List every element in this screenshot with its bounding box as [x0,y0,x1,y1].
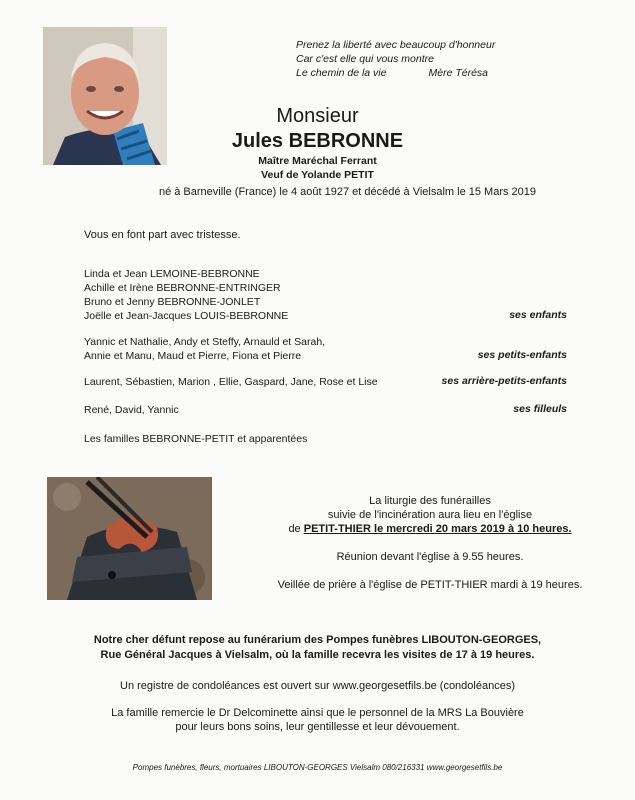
deceased-title: Maître Maréchal Ferrant [258,155,377,167]
salutation: Monsieur [276,105,359,127]
funeral-place: PETIT-THIER [303,523,371,535]
list-item: Joëlle et Jean-Jacques LOUIS-BEBRONNE [84,310,289,322]
thanks-line-2: pour leurs bons soins, leur gentillesse et leur dévouement. [175,721,460,733]
vigil-line: Veillée de prière à l'église de PETIT-THIER mardi à 19 heures. [277,579,583,591]
quote-line-1: Prenez la liberté avec beaucoup d'honneur [296,39,496,51]
funeral-date-line: de PETIT-THIER le mercredi 20 mars 2019 à 10 heures. [288,523,572,535]
funeral-line-1: La liturgie des funérailles [369,495,491,507]
quote-line-3: Le chemin de la vie Mère Térésa [296,67,489,79]
funeral-home-line-1: Notre cher défunt repose au funérarium des Pompes funèbres LIBOUTON-GEORGES, [93,634,542,646]
quote-line-2: Car c'est elle qui vous montre [296,53,434,65]
intro-text: Vous en font part avec tristesse. [84,229,241,241]
widower-line: Veuf de Yolande PETIT [261,169,374,181]
funeral-home-line-2: Rue Général Jacques à Vielsalm, où la famille recevra les visites de 17 à 19 heures. [100,649,535,661]
quote-author: Mère Térésa [428,67,489,79]
list-item: Bruno et Jenny BEBRONNE-JONLET [84,296,261,308]
godchildren-list: René, David, Yannic [84,404,179,416]
list-item: Linda et Jean LEMOINE-BEBRONNE [84,268,260,280]
forge-photo [47,477,212,600]
godchildren-relation: ses filleuls [513,403,567,415]
list-item: Annie et Manu, Maud et Pierre, Fiona et Pierre [84,350,302,362]
quote-block [296,38,495,80]
children-relation: ses enfants [509,309,567,321]
list-item: Achille et Irène BEBRONNE-ENTRINGER [84,282,281,294]
grandchildren-relation: ses petits-enfants [477,349,567,361]
footer: Pompes funèbres, fleurs, mortuaires LIBOUTON-GEORGES Vielsalm 080/216331 www.georgesetfils.be [132,763,503,772]
birth-death-line: né à Barneville (France) le 4 août 1927 et décédé à Vielsalm le 15 Mars 2019 [158,186,537,198]
funeral-line-2: suivie de l'incinération aura lieu en l'église [327,509,533,521]
children-list [84,267,288,323]
condolences-line: Un registre de condoléances est ouvert sur www.georgesetfils.be (condoléances) [120,680,515,692]
great-grandchildren-relation: ses arrière-petits-enfants [441,375,567,387]
grandchildren-list [84,335,325,363]
meeting-line: Réunion devant l'église à 9.55 heures. [336,551,524,563]
deceased-name: Jules BEBRONNE [231,130,404,152]
families-line: Les familles BEBRONNE-PETIT et apparentées [84,433,308,445]
thanks-line-1: La famille remercie le Dr Delcominette ainsi que le personnel de la MRS La Bouvière [111,707,524,719]
great-grandchildren-list: Laurent, Sébastien, Marion , Ellie, Gaspard, Jane, Rose et Lise [84,376,378,388]
list-item: Yannic et Nathalie, Andy et Steffy, Arnauld et Sarah, [84,336,326,348]
funeral-date: le mercredi 20 mars 2019 à 10 heures. [370,523,572,535]
